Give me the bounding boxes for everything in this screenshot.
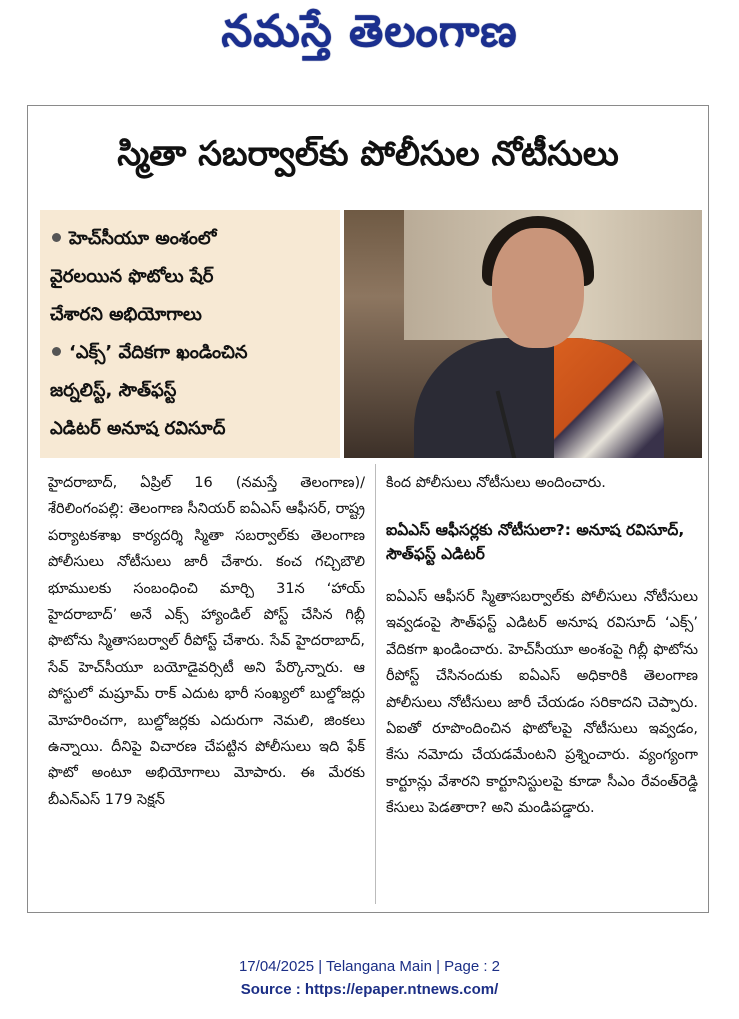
column-divider	[375, 464, 376, 904]
masthead-logo: నమస్తే తెలంగాణ	[221, 6, 518, 57]
article-headline: స్మితా సబర్వాల్‌కు పోలీసుల నోటీసులు	[117, 134, 619, 174]
bullet-icon	[52, 347, 61, 356]
footer-source: Source : https://epaper.ntnews.com/	[240, 981, 499, 998]
bullet-icon	[52, 233, 61, 242]
footer-date-edition: 17/04/2025 | Telangana Main | Page : 2	[238, 958, 501, 975]
body-column-left: హైదరాబాద్, ఏప్రిల్ 16 (నమస్తే తెలంగాణ)/శేరిలింగంపల్లి: తెలంగాణ సీనియర్ ఐఏఎస్ ఆఫీసర్, రాష్ట్ర పర్యాటకశాఖ కార్యదర్శి స్మితా సబర్వాల్‌కు తెలంగాణ పోలీసులు నోటీసులు జారీ చేశారు. కంచ గచ్చిబౌలి భూములకు సంబంధించి మార్చి 31న ‘హాయ్ హైదరాబాద్’ అనే ఎక్స్ హ్యాండిల్ పోస్ట్ చేసిన గిబ్లీ ఫొటోను స్మితాసబర్వాల్ రీపోస్ట్ చేశారు. సేవ్ హైదరాబాద్, సేవ్ హెచ్‌సీయూ బయోడైవర్సిటీ అని పేర్కొన్నారు. ఆ పోస్టులో మష్రూమ్ రాక్ ఎదుట భారీ సంఖ్యలో బుల్డోజర్లు మోహరించగా, బుల్డోజర్లకు ఎదురుగా నెమలి, జింకలు ఉన్నాయి. దీనిపై విచారణ చేపట్టిన పోలీసులు ఇది ఫేక్ ఫొటో అంటూ అభియోగాలు మోపారు. ఈ మేరకు బీఎన్ఎస్ 179 సెక్షన్	[48, 475, 365, 808]
highlights-box	[40, 210, 340, 458]
body-column-right-top: కింద పోలీసులు నోటీసులు అందించారు.	[386, 475, 606, 491]
body-column-right: ఐఏఎస్ ఆఫీసర్ స్మితాసబర్వాల్‌కు పోలీసులు నోటీసులు ఇవ్వడంపై సౌత్‌ఫస్ట్ ఎడిటర్ అనూష రవిసూద్ ‘ఎక్స్’ వేదికగా ఖండించారు. హెచ్‌సీయూ అంశంపై గిబ్లీ ఫొటోను రీపోస్ట్ చేసినందుకు ఐఏఎస్ అధికారికి తెలంగాణ పోలీసులు నోటీసులు జారీ చేయడం సరికాదని చెప్పారు. ఏఐతో రూపొందించిన ఫొటోలపై నోటీసులు ఇవ్వడం, కేసు నమోదు చేయడమేంటని ప్రశ్నించారు. వ్యంగ్యంగా కార్టూన్లు వేశారని కార్టూనిస్టులపై కూడా సీఎం రేవంత్‌రెడ్డి కేసులు పెడతారా? అని మండిపడ్డారు.	[386, 589, 698, 817]
highlight-1: హెచ్‌సీయూ అంశంలో వైరలయిన ఫొటోలు షేర్ చేశారని అభియోగాలు	[50, 228, 217, 325]
article-photo	[344, 210, 702, 458]
subheading: ఐఏఎస్ ఆఫీసర్లకు నోటీసులా?: అనూష రవిసూద్, సౌత్‌ఫస్ట్ ఎడిటర్	[386, 521, 685, 563]
article-frame	[27, 105, 709, 913]
highlight-2: ‘ఎక్స్’ వేదికగా ఖండించిన జర్నలిస్ట్, సౌత్‌ఫస్ట్ ఎడిటర్ అనూష రవిసూద్	[50, 342, 248, 439]
